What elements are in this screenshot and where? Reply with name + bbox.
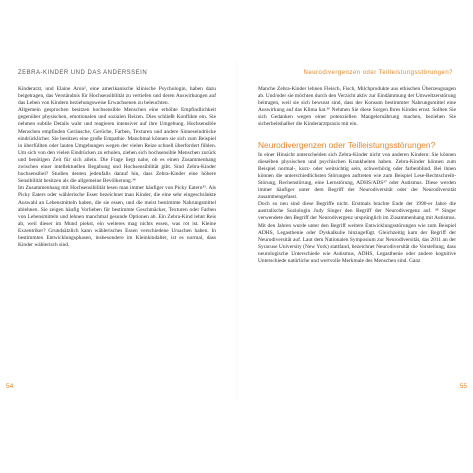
running-header-right: Neurodivergenzen oder Teilleistungsstörungen? <box>303 70 453 76</box>
left-page-text <box>18 86 216 249</box>
page-number-left: 54 <box>6 383 14 390</box>
paragraph: In einer Hinsicht unterscheiden sich Zebra-Kinder nicht von anderen Kindern: Sie können dieselben physischen und psychischen Krankheiten haben. Zebra-Kinder können zum Beispiel normal-, kurz- oder weitsichtig sein, schwerhörig oder farbenblind. Bei ihnen können die unterschiedlichsten Störungen auftreten wie zum Beispiel Lese-Rechtschreib-Störung, Rechenstörung, eine Lernstörung, ADHS/ADS³⁷ oder Autismus. Diese werden immer häufiger unter dem Begriff der Neurodiversität oder der Neurodiversität zusammengefasst. <box>258 151 456 201</box>
paragraph: Allgemein gesprochen besitzen hochsensible Menschen eine erhöhte Empfindlichkeit gegenüber physischen, emotionalen und sozialen Reizen. Dies schließt Konflikte ein. Sie nehmen subtile Details wahr und reagieren intensiver auf ihre Umgebung. Hochsensible Menschen empfinden Geräusche, Gerüche, Farben, Texturen und andere Sinneseindrücke eindrücklicher. Sie besitzen eine große Empathie. Manchmal können sie sich zum Beispiel in überfüllten oder lauten Umgebungen wegen der vielen Reize schnell überfordert fühlen. Um sich von den vielen Eindrücken zu erholen, ziehen sich hochsensible Menschen zurück und benötigen Zeit für sich allein. Die Frage liegt nahe, ob es einen Zusammenhang zwischen einer intellektuellen Begabung und Hochsensibilität gibt. Sind Zebra-Kinder hochsensibel? Studien deuten jedenfalls darauf hin, dass Zebra-Kinder eine höhere Sensibilität besitzen als die allgemeine Bevölkerung.³⁴ <box>18 107 216 185</box>
right-page-text <box>258 86 456 265</box>
paragraph: Doch so neu sind diese Begriffe nicht. Erstmals brachte Ende der 1990-er Jahre die australische Soziologin Judy Singer den Begriff der Neurodivergenz auf. ³⁸ Singer verwendete den Begriff der Neurodivergenz ursprünglich im Zusammenhang mit Autismus. Mit den Jahren wurde unter den Begriff weitere Entwicklungsstörungen wie zum Beispiel ADHS, Legasthenie oder Dyskalkulie hinzugefügt. Gleichzeitig kam der Begriff der Neurodiversität auf. Laut dem Nationalen Symposium zur Neurodiversität, das 2011 an der Syracuse University (New York) stattfand, bezeichnet Neurodiversität die Vorstellung, dass neurologische Unterschiede wie Autismus, ADHS, Legasthenie oder andere kognitive Unterschiede natürliche und wertvolle Merkmale des Menschen sind. Ganz <box>258 201 457 264</box>
page-number-right: 55 <box>459 383 467 390</box>
running-header-left: ZEBRA-KINDER UND DAS ANDERSSEIN <box>18 70 148 76</box>
paragraph: Kinderarzt, und Elaine Aron², eine amerikanische klinische Psychologin, haben dazu beigetragen, das Verständnis für Hochsensibilität zu vertiefen und deren Auswirkungen auf das Leben von Kindern beziehungsweise Erwachsenen zu beleuchten. <box>18 86 216 107</box>
paragraph: Im Zusammenhang mit Hochsensibilität lesen man immer häufiger von Picky Eatern³⁵. Als Picky Eaters oder wählerische Esser bezeichnet man Kinder, die eine sehr eingeschränkte Auswahl an Lebensmitteln haben, die sie essen, und die meist bestimmte Nahrungsmittel ablehnen. Sie zeigen häufig Vorlieben für bestimmte Geschmäcker, Texturen oder Farben von Lebensmitteln und lehnen manchmal gesunde Optionen ab. Ein Zebra-Kind lehnt Reis ab, weil dieser im Mund piekst, ein weiteres mag nichts essen, was rot ist. Kleine Exzentriker? Grundsätzlich kann wählerisches Essen verschiedene Ursachen haben. In bestimmten Entwicklungsphasen, insbesondere im Kleinkindalter, ist es normal, dass Kinder wählerisch sind. <box>18 185 216 249</box>
paragraph: Manche Zebra-Kinder lehnen Fleisch, Fisch, Milchprodukte aus ethischen Überzeugungen ab. Und/oder sie möchten durch den Verzicht aktiv zur Eindämmung der Umweltzerstörung beitragen, weil sie sich bewusst sind, dass der Konsum bestimmter Nahrungsmittel eine Auswirkung auf das Klima hat.³⁶ Nehmen Sie diese Sorgen Ihres Kindes ernst. Sollten Sie sich Gedanken wegen einer potenziellen Mangelernährung machen, beziehen Sie sicherheitshalber die Kinderarztpraxis mit ein. <box>258 86 456 128</box>
page-gutter <box>236 60 237 400</box>
section-heading: Neurodivergenzen oder Teilleistungsstörungen? <box>258 139 436 150</box>
